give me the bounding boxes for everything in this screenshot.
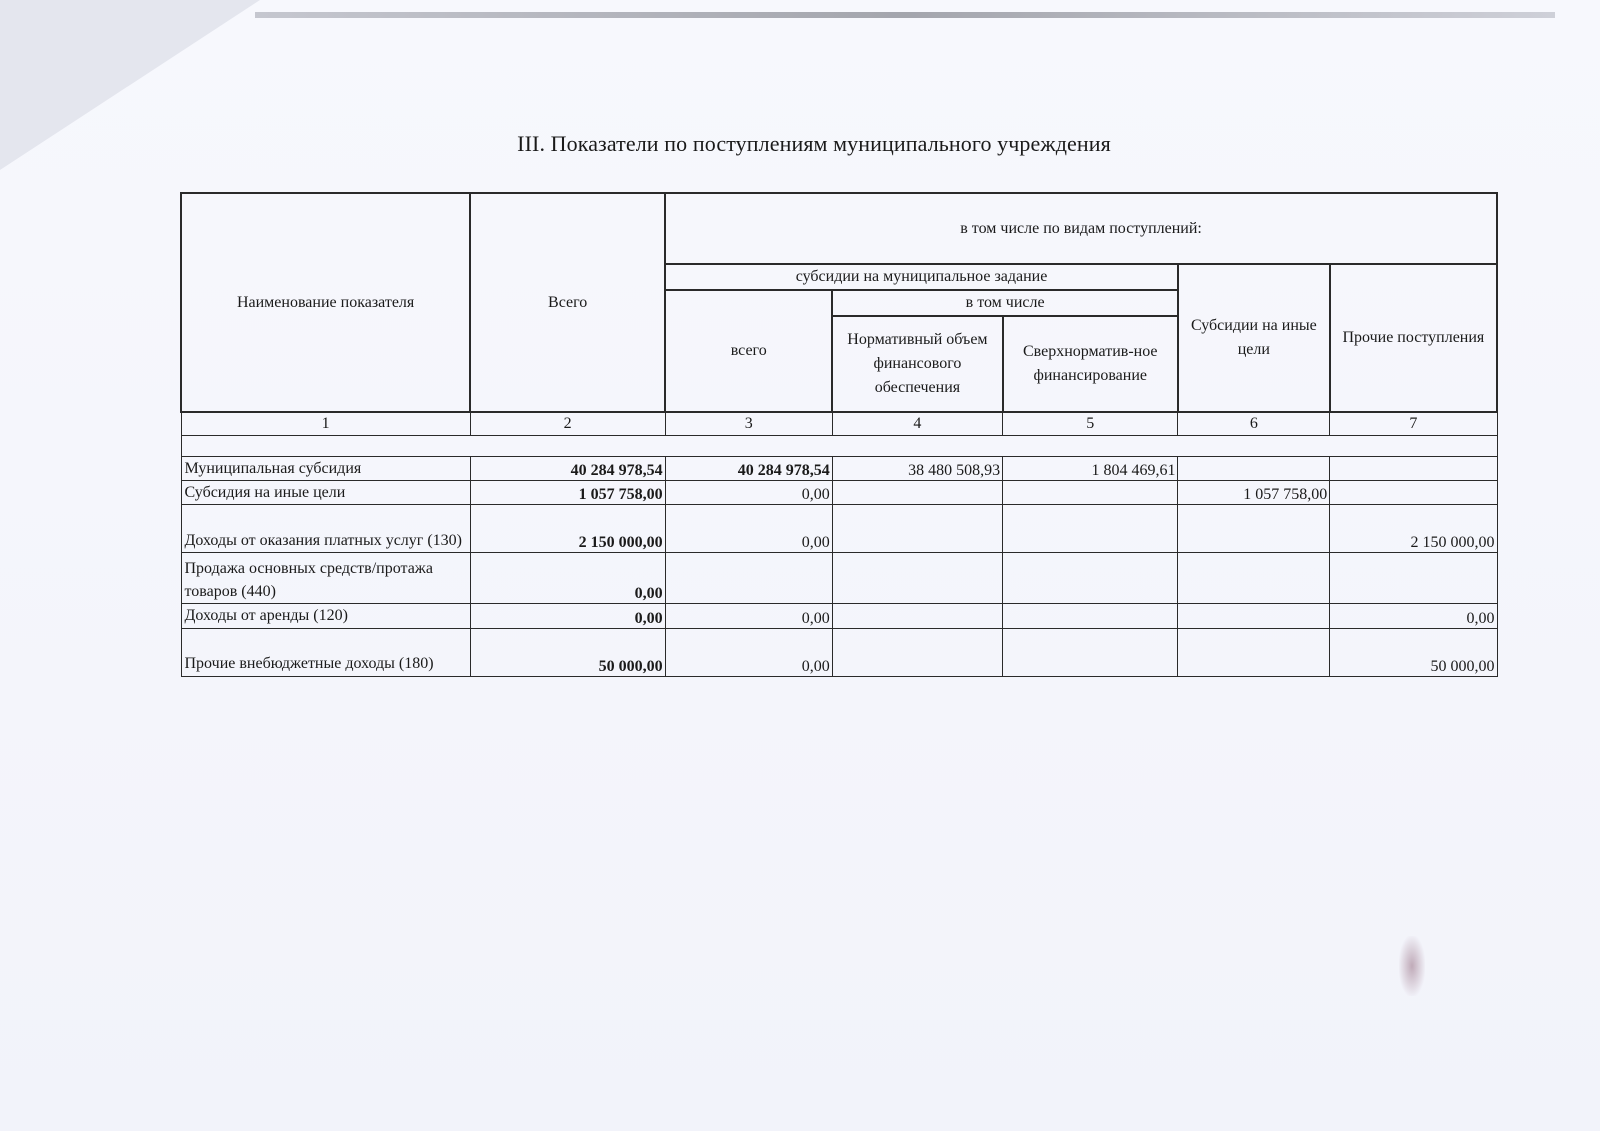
header-above-normative: Сверхнорматив-ное финансирование: [1003, 316, 1178, 412]
cell-all: [665, 553, 832, 604]
cell-other-receipts: [1330, 481, 1497, 505]
column-number: 7: [1330, 412, 1497, 436]
header-other-purposes: Субсидии на иные цели: [1178, 264, 1330, 412]
row-name: Прочие внебюджетные доходы (180): [181, 628, 470, 676]
cell-other-receipts: 0,00: [1330, 604, 1497, 628]
cell-all: 0,00: [665, 505, 832, 553]
column-number: 6: [1178, 412, 1330, 436]
cell-all: 0,00: [665, 604, 832, 628]
cell-normative: 38 480 508,93: [832, 457, 1002, 481]
header-all: всего: [665, 290, 832, 412]
page-top-edge: [255, 12, 1555, 18]
cell-normative: [832, 505, 1002, 553]
cell-above-normative: 1 804 469,61: [1003, 457, 1178, 481]
cell-total: 0,00: [470, 604, 665, 628]
header-normative: Нормативный объем финансового обеспечения: [832, 316, 1002, 412]
cell-other-purposes: 1 057 758,00: [1178, 481, 1330, 505]
cell-other-receipts: 2 150 000,00: [1330, 505, 1497, 553]
blank-row: [181, 436, 1497, 457]
cell-all: 0,00: [665, 628, 832, 676]
table-row: [181, 457, 1497, 481]
column-number-row: [181, 412, 1497, 436]
cell-normative: [832, 481, 1002, 505]
cell-total: 50 000,00: [470, 628, 665, 676]
cell-other-purposes: [1178, 604, 1330, 628]
cell-other-receipts: 50 000,00: [1330, 628, 1497, 676]
table-row: [181, 481, 1497, 505]
cell-above-normative: [1003, 553, 1178, 604]
cell-total: 0,00: [470, 553, 665, 604]
header-total: Всего: [470, 193, 665, 412]
row-name: Субсидия на иные цели: [181, 481, 470, 505]
cell-other-purposes: [1178, 457, 1330, 481]
cell-other-receipts: [1330, 457, 1497, 481]
row-name: Доходы от оказания платных услуг (130): [181, 505, 470, 553]
ink-stain: [1399, 936, 1425, 996]
cell-other-purposes: [1178, 553, 1330, 604]
cell-all: 40 284 978,54: [665, 457, 832, 481]
column-number: 5: [1003, 412, 1178, 436]
cell-total: 2 150 000,00: [470, 505, 665, 553]
table-row: [181, 604, 1497, 628]
table-row: [181, 553, 1497, 604]
document-title: III. Показатели по поступлениям муниципального учреждения: [517, 131, 1111, 156]
cell-normative: [832, 604, 1002, 628]
cell-other-purposes: [1178, 628, 1330, 676]
cell-normative: [832, 628, 1002, 676]
row-name: Продажа основных средств/протажа товаров (440): [181, 553, 470, 604]
cell-total: 40 284 978,54: [470, 457, 665, 481]
cell-all: 0,00: [665, 481, 832, 505]
header-including: в том числе: [832, 290, 1178, 316]
revenue-table: [180, 192, 1498, 677]
table-row: [181, 628, 1497, 676]
cell-normative: [832, 553, 1002, 604]
table-row: [181, 505, 1497, 553]
cell-other-purposes: [1178, 505, 1330, 553]
column-number: 3: [665, 412, 832, 436]
header-municipal-task: субсидии на муниципальное задание: [665, 264, 1178, 290]
column-number: 1: [181, 412, 470, 436]
cell-above-normative: [1003, 604, 1178, 628]
column-number: 2: [470, 412, 665, 436]
header-name: Наименование показателя: [181, 193, 470, 412]
row-name: Муниципальная субсидия: [181, 457, 470, 481]
cell-total: 1 057 758,00: [470, 481, 665, 505]
cell-other-receipts: [1330, 553, 1497, 604]
cell-above-normative: [1003, 505, 1178, 553]
table-header: [181, 193, 1497, 412]
cell-above-normative: [1003, 628, 1178, 676]
header-by-type: в том числе по видам поступлений:: [665, 193, 1497, 264]
column-number: 4: [832, 412, 1002, 436]
blank-cell: [181, 436, 1497, 457]
row-name: Доходы от аренды (120): [181, 604, 470, 628]
header-other-receipts: Прочие поступления: [1330, 264, 1497, 412]
cell-above-normative: [1003, 481, 1178, 505]
